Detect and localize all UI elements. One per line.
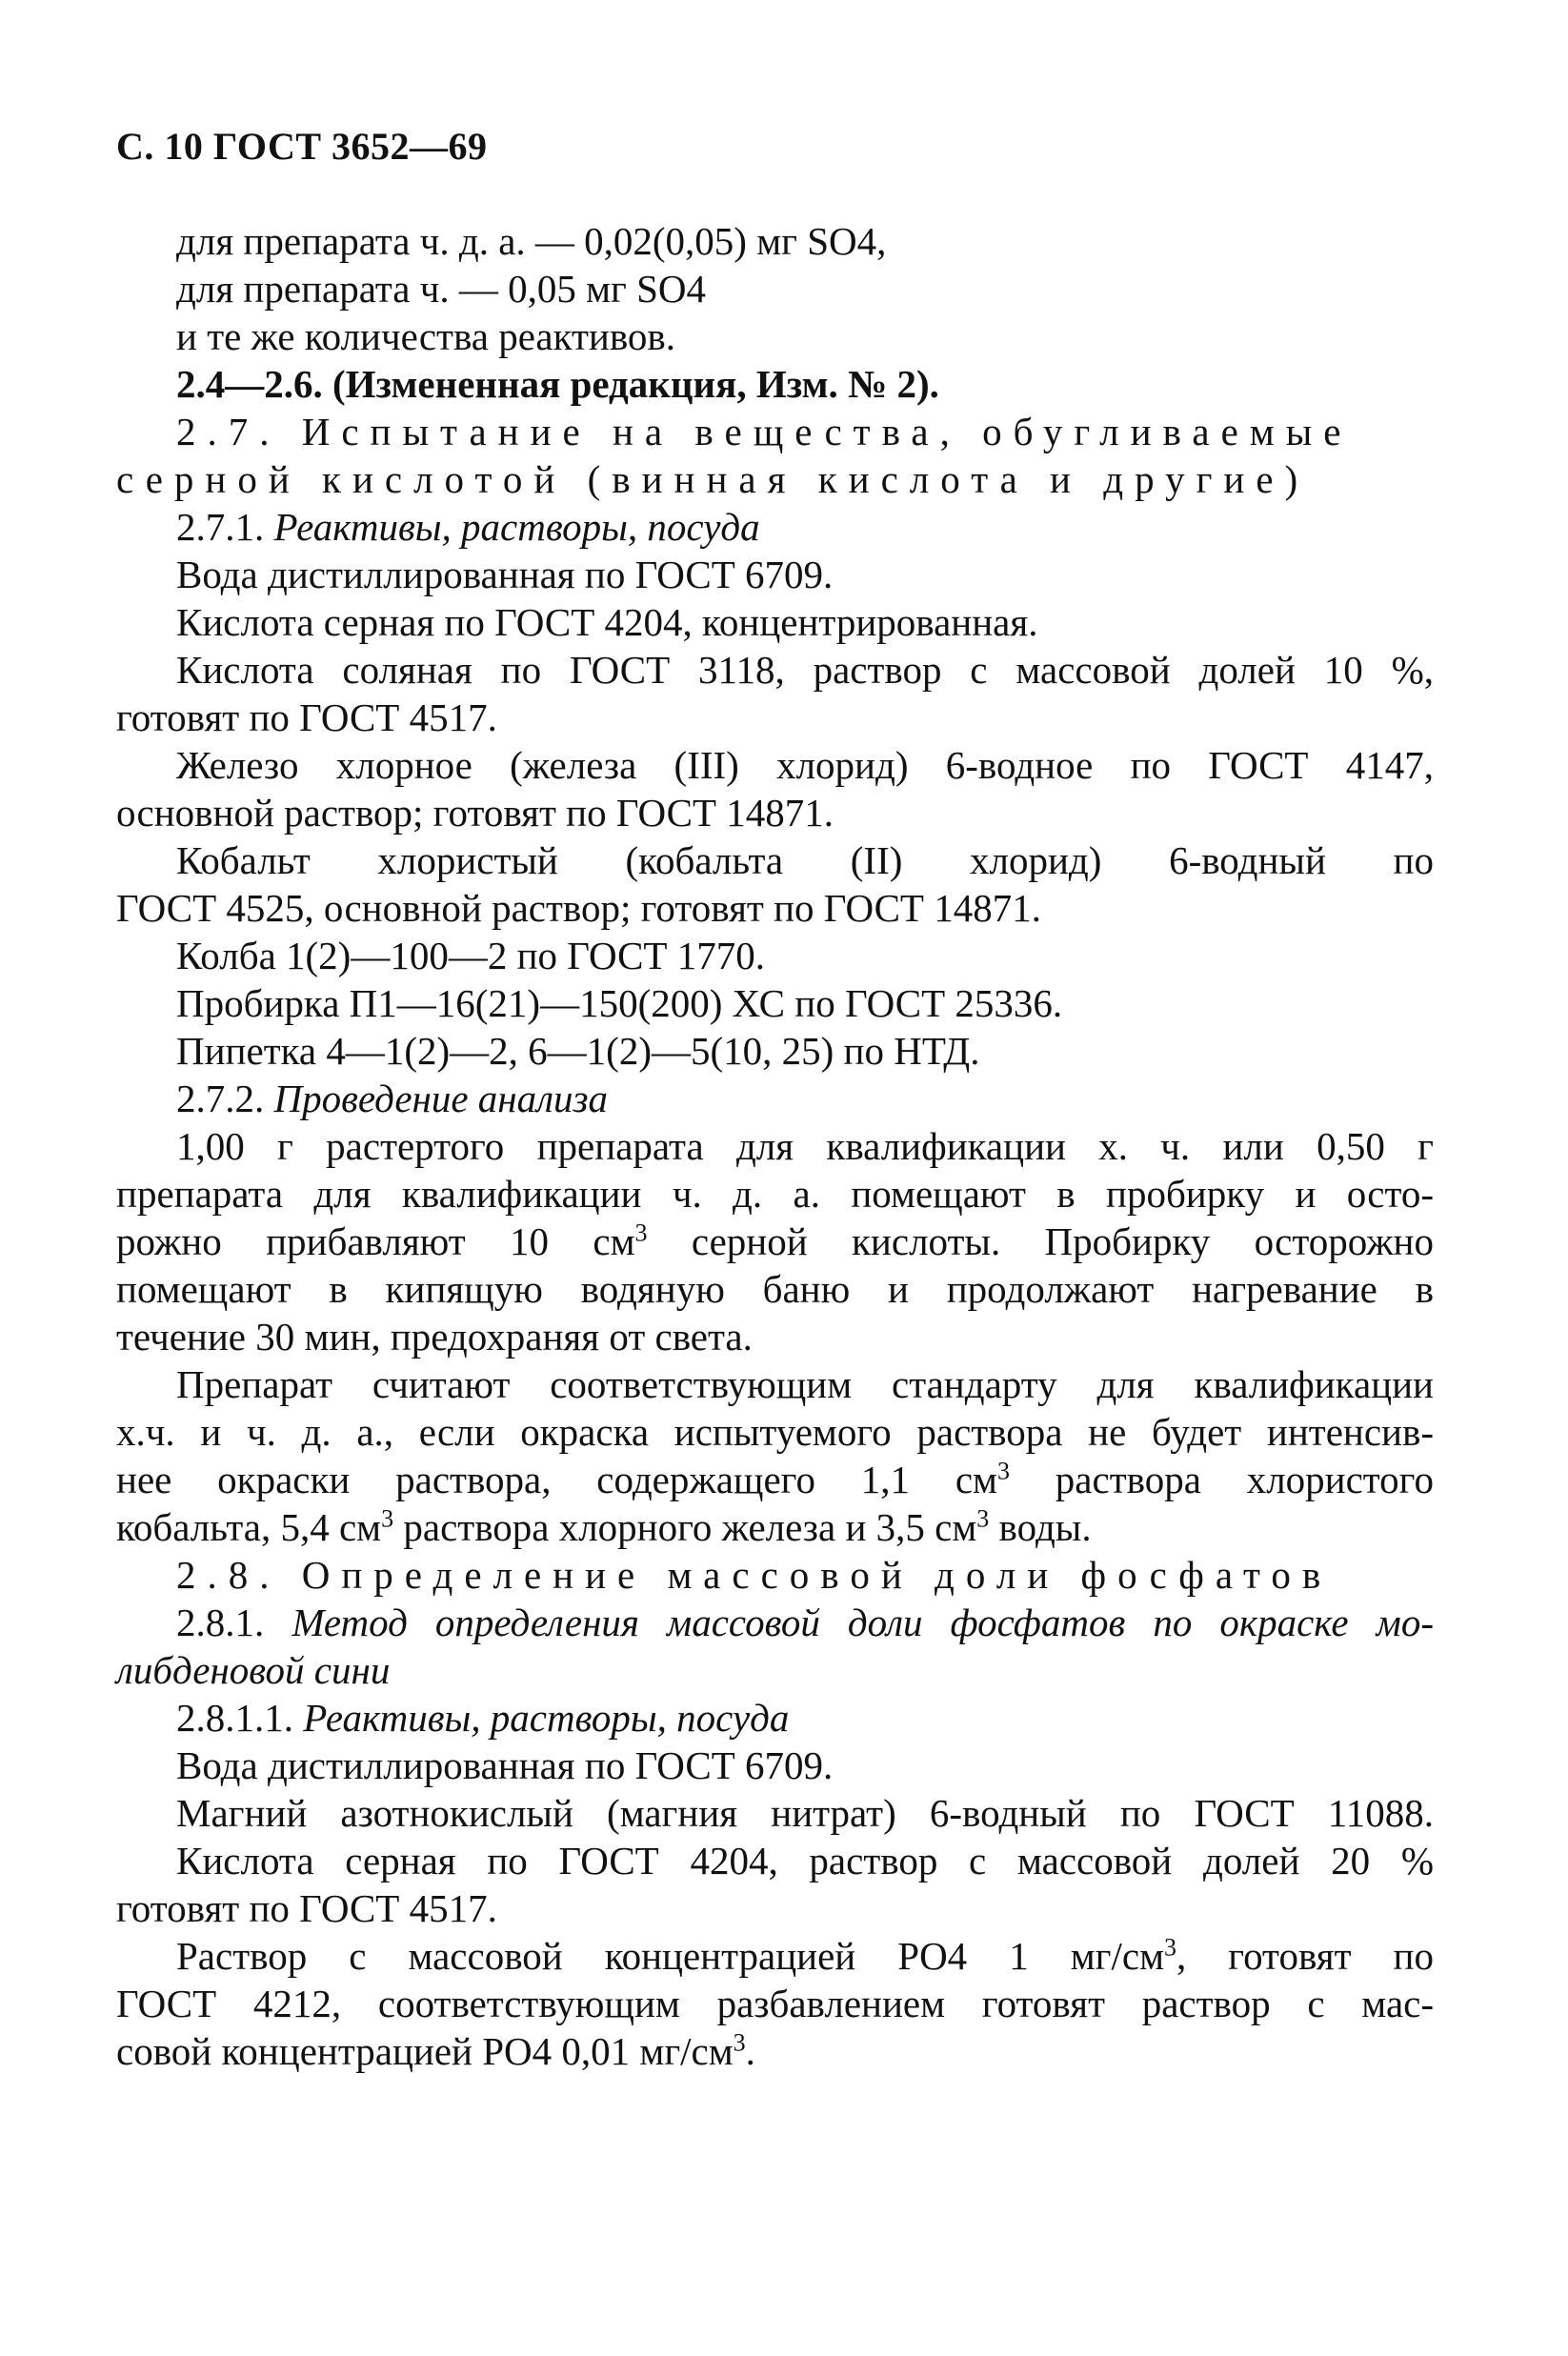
text-line: х.ч. и ч. д. а., если окраска испытуемого раствора не будет интенсив- [116, 1410, 1434, 1454]
text-line: основной раствор; готовят по ГОСТ 14871. [116, 791, 834, 835]
section-heading-2-7-cont: серной кислотой (винная кислота и другие) [116, 457, 1310, 501]
subsection-title-cont: либденовой сини [116, 1648, 391, 1692]
text-span: . [745, 2029, 755, 2073]
superscript: 3 [634, 1218, 648, 1247]
text-line: готовят по ГОСТ 4517. [116, 695, 497, 739]
section-heading-2-7: 2.7. Испытание на вещества, обугливаемые [176, 410, 1353, 453]
text-line: ГОСТ 4525, основной раствор; готовят по ГОСТ 14871. [116, 886, 1041, 930]
text-line [116, 1218, 1434, 1265]
text-line: Магний азотнокислый (магния нитрат) 6-водный по ГОСТ 11088. [176, 1791, 1434, 1835]
subsection-heading-2-8-1-1 [176, 1694, 789, 1742]
text-span: воды. [989, 1505, 1092, 1549]
text-line: Кислота соляная по ГОСТ 3118, раствор с массовой долей 10 %, [176, 648, 1434, 692]
subsection-number: 2.8.1.1. [176, 1696, 293, 1740]
subsection-heading-2-7-1 [176, 503, 760, 551]
superscript: 3 [996, 1457, 1010, 1485]
text-span: Раствор с массовой концентрацией PO4 1 мг/см [176, 1934, 1165, 1978]
text-line: Пробирка П1—16(21)—150(200) ХС по ГОСТ 25336. [176, 981, 1063, 1025]
text-line [176, 1932, 1434, 1980]
text-line: течение 30 мин, предохраняя от света. [116, 1315, 753, 1359]
text-line [116, 1503, 1092, 1551]
subsection-title: Реактивы, растворы, посуда [303, 1696, 790, 1740]
text-line [116, 2027, 755, 2075]
subsection-number: 2.8.1. [176, 1601, 265, 1644]
text-line: Кислота серная по ГОСТ 4204, концентрированная. [176, 600, 1038, 644]
text-line: Кислота серная по ГОСТ 4204, раствор с массовой долей 20 % [176, 1839, 1434, 1883]
text-span: рожно прибавляют 10 см [116, 1219, 635, 1263]
text-span: серной кислоты. Пробирку осторожно [647, 1219, 1434, 1263]
text-line: Колба 1(2)—100—2 по ГОСТ 1770. [176, 934, 765, 977]
text-span: раствора хлорного железа и 3,5 см [393, 1505, 977, 1549]
section-heading-2-8: 2.8. Определение массовой доли фосфатов [176, 1553, 1333, 1597]
superscript: 3 [381, 1504, 394, 1533]
superscript: 3 [733, 2028, 746, 2057]
page-header: С. 10 ГОСТ 3652—69 [116, 125, 488, 168]
text-line: Пипетка 4—1(2)—2, 6—1(2)—5(10, 25) по НТД. [176, 1029, 980, 1073]
text-line [116, 1456, 1434, 1503]
text-line: Кобальт хлористый (кобальта (II) хлорид) 6-водный по [176, 838, 1434, 882]
text-line: препарата для квалификации ч. д. а. помещают в пробирку и осто- [116, 1172, 1434, 1216]
subsection-title: Реактивы, растворы, посуда [273, 505, 760, 549]
text-line: Железо хлорное (железа (III) хлорид) 6-водное по ГОСТ 4147, [176, 743, 1434, 787]
amendment-note: 2.4—2.6. (Измененная редакция, Изм. № 2). [176, 362, 939, 406]
text-line: Вода дистиллированная по ГОСТ 6709. [176, 553, 834, 596]
text-line: готовят по ГОСТ 4517. [116, 1886, 497, 1930]
text-span: совой концентрацией PO4 0,01 мг/см [116, 2029, 734, 2073]
text-line: Препарат считают соответствующим стандарту для квалификации [176, 1362, 1434, 1406]
subsection-title: Проведение анализа [273, 1077, 609, 1120]
text-span: , готовят по [1176, 1934, 1434, 1978]
text-line: для препарата ч. д. а. — 0,02(0,05) мг SO4, [176, 219, 887, 263]
text-line: для препарата ч. — 0,05 мг SO4 [176, 267, 707, 311]
text-line: ГОСТ 4212, соответствующим разбавлением готовят раствор с мас- [116, 1982, 1434, 2025]
text-span: нее окраски раствора, содержащего 1,1 см [116, 1458, 997, 1501]
text-line: помещают в кипящую водяную баню и продолжают нагревание в [116, 1267, 1434, 1311]
text-line: и те же количества реактивов. [176, 314, 676, 358]
subsection-number: 2.7.2. [176, 1077, 265, 1120]
text-span: раствора хлористого [1009, 1458, 1434, 1501]
text-span: кобальта, 5,4 см [116, 1505, 382, 1549]
subsection-title: Метод определения массовой доли фосфатов по окраске мо- [291, 1601, 1434, 1644]
subsection-heading-2-7-2 [176, 1075, 608, 1122]
superscript: 3 [976, 1504, 990, 1533]
text-line: Вода дистиллированная по ГОСТ 6709. [176, 1743, 834, 1787]
text-line: 1,00 г растертого препарата для квалификации х. ч. или 0,50 г [176, 1124, 1434, 1168]
superscript: 3 [1164, 1933, 1177, 1962]
subsection-heading-2-8-1 [176, 1599, 1434, 1646]
subsection-number: 2.7.1. [176, 505, 265, 549]
